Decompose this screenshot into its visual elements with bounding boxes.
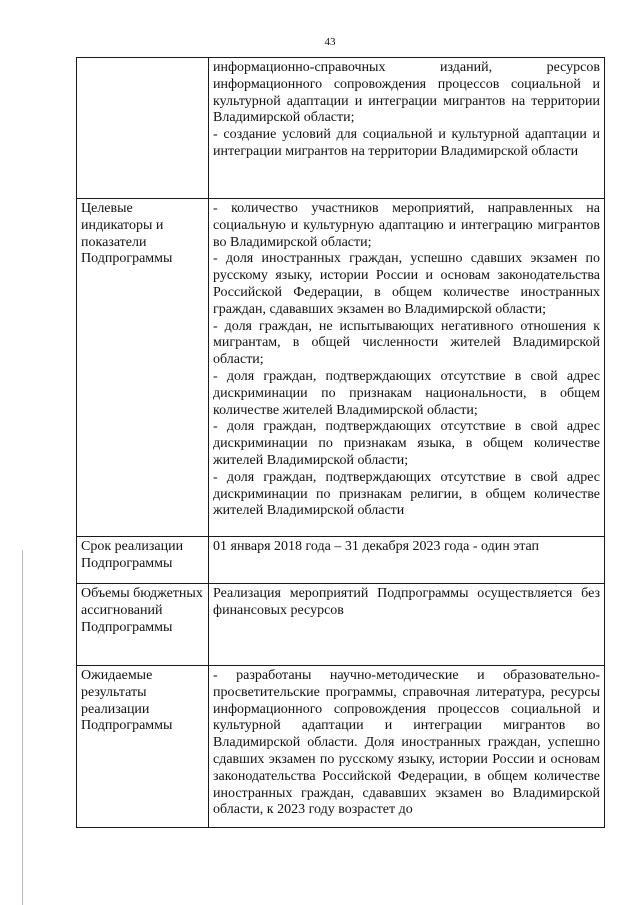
row-content-term xyxy=(209,537,605,584)
row-label-results: Ожидаемые результаты реализации Подпрограммы xyxy=(77,666,209,828)
table-row-indicators xyxy=(77,199,605,537)
row-label-indicators: Целевые индикаторы и показатели Подпрограммы xyxy=(77,199,209,537)
table-row-continuation xyxy=(77,58,605,199)
indicator-item-5: - доля граждан, подтверждающих отсутствие в свой адрес дискриминации по признакам языка, в общем количестве жителей Владимирской области; xyxy=(213,419,600,468)
row-label-continuation xyxy=(77,58,209,199)
passport-table xyxy=(76,57,605,828)
row-label-funding: Объемы бюджетных ассигнований Подпрограммы xyxy=(77,584,209,666)
continuation-paragraph-2: - создание условий для социальной и культурной адаптации и интеграции мигрантов на территории Владимирской области xyxy=(213,127,600,159)
term-text: 01 января 2018 года – 31 декабря 2023 года - один этап xyxy=(213,539,540,554)
continuation-paragraph-1: информационно-справочных изданий, ресурсов информационного сопровождения процессов социальной и культурной адаптации и интеграции мигрантов на территории Владимирской области; xyxy=(213,60,600,126)
scan-edge-line xyxy=(22,550,23,905)
row-content-results xyxy=(209,666,605,828)
indicator-item-2: - доля иностранных граждан, успешно сдавших экзамен по русскому языку, истории России и основам законодательства Российской Федерации, в общем количестве иностранных граждан, сдававших экзамен во Владимирской области; xyxy=(213,251,600,317)
row-label-term: Срок реализации Подпрограммы xyxy=(77,537,209,584)
indicator-item-6: - доля граждан, подтверждающих отсутствие в свой адрес дискриминации по признакам религии, в общем количестве жителей Владимирской области xyxy=(213,469,600,519)
indicator-item-3: - доля граждан, не испытывающих негативного отношения к мигрантам, в общей численности жителей Владимирской области; xyxy=(213,318,600,368)
row-content-indicators xyxy=(209,199,605,537)
indicator-item-1: - количество участников мероприятий, направленных на социальную и культурную адаптацию и интеграцию мигрантов во Владимирской области; xyxy=(213,201,600,250)
page-number: 43 xyxy=(324,36,336,48)
row-content-funding xyxy=(209,584,605,666)
results-text: - разработаны научно-методические и образовательно-просветительские программы, справочная литература, ресурсы информационного сопровождения процессов социальной и культурной адаптации и интеграции мигрантов во Владимирской области. Доля иностранных граждан, успешно сдавших экзамен по русскому языку, истории России и основам законодательства Российской Федерации, в общем количестве иностранных граждан, сдававших экзамен во Владимирской области, к 2023 году возрастет до xyxy=(213,668,600,818)
funding-text: Реализация мероприятий Подпрограммы осуществляется без финансовых ресурсов xyxy=(213,586,600,618)
table-row-term xyxy=(77,537,605,584)
indicator-item-4: - доля граждан, подтверждающих отсутствие в свой адрес дискриминации по признакам национальности, в общем количестве жителей Владимирской области; xyxy=(213,368,600,418)
table-row-funding xyxy=(77,584,605,666)
row-content-continuation xyxy=(209,58,605,199)
table-row-results xyxy=(77,666,605,828)
